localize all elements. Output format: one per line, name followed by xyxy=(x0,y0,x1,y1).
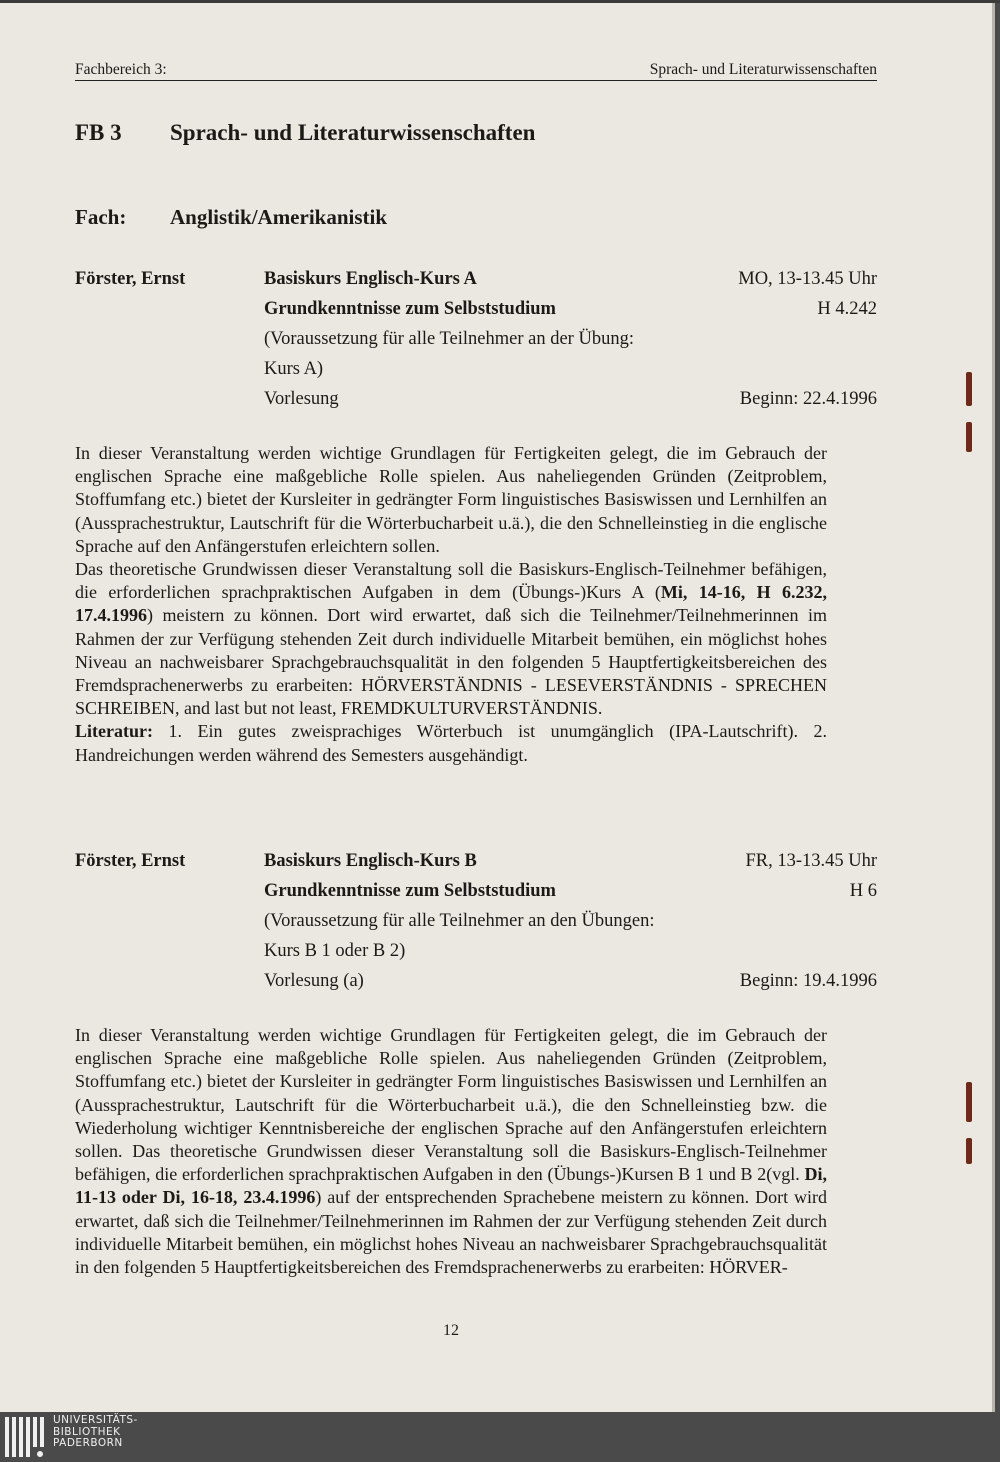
library-name-line: PADERBORN xyxy=(53,1437,123,1449)
course-type: Vorlesung xyxy=(264,389,339,409)
course-entry-a xyxy=(75,264,877,414)
department-title: Sprach- und Literaturwissenschaften xyxy=(170,120,536,145)
library-name xyxy=(53,1415,138,1450)
literature-paragraph xyxy=(75,720,827,766)
text-span: In dieser Veranstaltung werden wichtige Grundlagen für Fertigkeiten gelegt, die im Gebrauch der englischen Sprache eine maßgebliche Rolle spielen. Aus naheliegenden Gründen (Zeitproblem, Stoffumfang etc.) bietet der Kursleiter in gedrängter Form linguistisches Basiswissen und Lernhilfen an (Aussprachestruktur, Lautschrift für die Wörterbucharbeit u.ä.), die den Schnelleinstieg bzw. die Wiederholung wichtiger Kenntnisbereiche der englischen Sprache auf den Anfängerstufen erleichtern sollen. Das theoretische Grundwissen dieser Veranstaltung soll die Basiskurs-Englisch-Teilnehmer befähigen, die erforderlichen sprachpraktischen Aufgaben in den (Übungs-)Kursen B 1 und B 2(vgl. xyxy=(75,1025,827,1185)
description-paragraph: In dieser Veranstaltung werden wichtige Grundlagen für Fertigkeiten gelegt, die im Gebrauch der englischen Sprache eine maßgebliche Rolle spielen. Aus naheliegenden Gründen (Zeitproblem, Stoffumfang etc.) bietet der Kursleiter in gedrängter Form linguistisches Basiswissen und Lernhilfen an (Aussprachestruktur, Lautschrift für die Wörterbucharbeit u.ä.), die den Schnelleinstieg in die englische Sprache auf den Anfängerstufen erleichtern sollen. xyxy=(75,443,827,556)
course-b-description xyxy=(75,1024,827,1279)
course-type: Vorlesung (a) xyxy=(264,971,364,991)
course-subtitle: Grundkenntnisse zum Selbststudium xyxy=(264,881,556,901)
library-name-line: BIBLIOTHEK xyxy=(53,1425,121,1438)
literature-text: 1. Ein gutes zweisprachiges Wörterbuch ist unumgänglich (IPA-Lautschrift). 2. Handreichungen werden während des Semesters ausgehändigt. xyxy=(75,721,827,765)
course-prerequisite: (Voraussetzung für alle Teilnehmer an der Übung: xyxy=(264,329,634,349)
library-name-line: UNIVERSITÄTS- xyxy=(53,1414,138,1426)
subject-label: Fach: xyxy=(75,205,127,229)
schedule-highlight: Mi, 14-16, H 6.232, 17.4.1996 xyxy=(75,582,827,626)
course-begin: Beginn: 22.4.1996 xyxy=(739,389,877,409)
binder-clip-mark xyxy=(966,1082,972,1122)
schedule-highlight: Di, 11-13 oder Di, 16-18, 23.4.1996 xyxy=(75,1164,827,1208)
library-footer xyxy=(0,1412,1000,1462)
course-prerequisite-cont: Kurs B 1 oder B 2) xyxy=(264,941,406,961)
description-paragraph xyxy=(75,558,827,720)
text-span: Das theoretische Grundwissen dieser Veranstaltung soll die Basiskurs-Englisch-Teilnehmer befähigen, die erforderlichen sprachpraktischen Aufgaben in dem (Übungs-)Kurs A ( xyxy=(75,559,827,603)
course-prerequisite: (Voraussetzung für alle Teilnehmer an den Übungen: xyxy=(264,911,655,931)
course-entry-b xyxy=(75,846,877,996)
top-edge xyxy=(0,0,1000,3)
course-instructor: Förster, Ernst xyxy=(75,851,186,871)
course-a-description xyxy=(75,442,827,767)
course-title: Basiskurs Englisch-Kurs A xyxy=(264,269,477,289)
page-number: 12 xyxy=(443,1322,459,1339)
text-span: ) auf der entsprechenden Sprachebene meistern zu können. Dort wird erwartet, daß sich die Teilnehmer/Teilnehmerinnen im Rahmen der zur Verfügung stehenden Zeit durch individuelle Mitarbeit bemühen, ein möglichst hohes Niveau an nachweisbarer Sprachgebrauchsqualität in den folgenden 5 Hauptfertigkeitsbereichen des Fremdsprachenerwerbs zu erarbeiten: HÖRVER- xyxy=(75,1187,827,1278)
course-room: H 4.242 xyxy=(817,299,877,319)
course-title: Basiskurs Englisch-Kurs B xyxy=(264,851,477,871)
running-header xyxy=(75,60,877,81)
header-right: Sprach- und Literaturwissenschaften xyxy=(649,61,877,78)
department-number: FB 3 xyxy=(75,120,122,145)
description-paragraph xyxy=(75,1024,827,1279)
header-left: Fachbereich 3: xyxy=(75,61,167,78)
literature-label: Literatur: xyxy=(75,721,153,742)
subject-heading xyxy=(75,205,387,230)
course-instructor: Förster, Ernst xyxy=(75,269,186,289)
course-time: MO, 13-13.45 Uhr xyxy=(738,269,877,289)
course-begin: Beginn: 19.4.1996 xyxy=(739,971,877,991)
course-time: FR, 13-13.45 Uhr xyxy=(745,851,877,871)
department-heading xyxy=(75,120,535,146)
text-span: ) meistern zu können. Dort wird erwartet, daß sich die Teilnehmer/Teilnehmerinnen im Rahmen der zur Verfügung stehenden Zeit durch individuelle Mitarbeit bemühen, ein möglichst hohes Niveau an nachweisbarer Sprachgebrauchsqualität in den folgenden 5 Hauptfertigkeitsbereichen des Fremdsprachenerwerbs zu erarbeiten: HÖRVERSTÄNDNIS - LESEVERSTÄNDNIS - SPRECHEN SCHREIBEN, and last but not least, FREMDKULTURVERSTÄNDNIS. xyxy=(75,605,827,719)
subject-value: Anglistik/Amerikanistik xyxy=(170,205,388,229)
binder-clip-mark xyxy=(966,1138,972,1164)
course-prerequisite-cont: Kurs A) xyxy=(264,359,324,379)
course-subtitle: Grundkenntnisse zum Selbststudium xyxy=(264,299,556,319)
binder-clip-mark xyxy=(966,422,972,452)
library-logo-icon xyxy=(3,1415,47,1459)
binder-clip-mark xyxy=(966,372,972,406)
course-room: H 6 xyxy=(849,881,877,901)
